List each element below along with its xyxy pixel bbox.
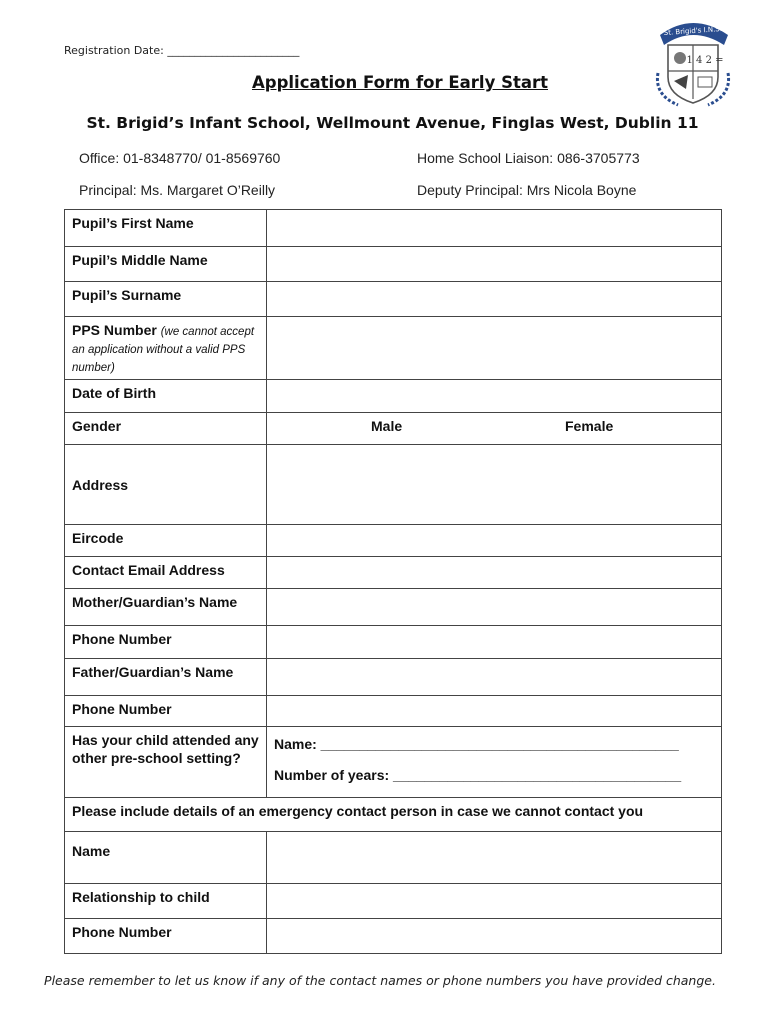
svg-text:St. Brigid's I.N.S.: St. Brigid's I.N.S. — [663, 24, 723, 38]
table-row — [65, 282, 722, 317]
footer-note: Please remember to let us know if any of the contact names or phone numbers you have provided change. — [44, 973, 716, 988]
address-label: Address — [65, 445, 267, 525]
surname-label: Pupil’s Surname — [65, 282, 267, 317]
preschool-years-field[interactable]: Number of years: _____________________________________ — [274, 767, 682, 783]
page-title: Application Form for Early Start — [251, 73, 549, 92]
preschool-label: Has your child attended any other pre-school setting? — [65, 727, 267, 798]
first-name-label: Pupil’s First Name — [65, 210, 267, 247]
emergency-heading: Please include details of an emergency contact person in case we cannot contact you — [65, 798, 722, 832]
father-phone-field[interactable] — [267, 696, 722, 727]
middle-name-field[interactable] — [267, 247, 722, 282]
gender-label: Gender — [65, 413, 267, 445]
table-row — [65, 696, 722, 727]
table-row — [65, 589, 722, 626]
email-field[interactable] — [267, 557, 722, 589]
table-row — [65, 525, 722, 557]
email-label: Contact Email Address — [65, 557, 267, 589]
middle-name-label: Pupil’s Middle Name — [65, 247, 267, 282]
principal-name: Principal: Ms. Margaret O’Reilly — [79, 182, 276, 198]
table-row — [65, 659, 722, 696]
table-row — [65, 884, 722, 919]
pps-label: PPS Number — [72, 322, 157, 338]
emergency-name-label: Name — [65, 832, 267, 884]
table-row — [65, 380, 722, 413]
first-name-field[interactable] — [267, 210, 722, 247]
relationship-label: Relationship to child — [65, 884, 267, 919]
address-field[interactable] — [267, 445, 722, 525]
registration-date: Registration Date: ________________________ — [64, 44, 300, 57]
gender-female-option[interactable]: Female — [565, 418, 614, 434]
mother-name-field[interactable] — [267, 589, 722, 626]
dob-field[interactable] — [267, 380, 722, 413]
mother-name-label: Mother/Guardian’s Name — [65, 589, 267, 626]
gender-field[interactable] — [267, 413, 722, 445]
school-address: St. Brigid’s Infant School, Wellmount Avenue, Finglas West, Dublin 11 — [86, 114, 699, 132]
preschool-name-field[interactable]: Name: ______________________________________________ — [274, 736, 679, 752]
table-row — [65, 445, 722, 525]
pps-field[interactable] — [267, 317, 722, 380]
table-row — [65, 832, 722, 884]
table-row — [65, 626, 722, 659]
preschool-details — [267, 727, 722, 798]
emergency-name-field[interactable] — [267, 832, 722, 884]
table-row — [65, 798, 722, 832]
father-phone-label: Phone Number — [65, 696, 267, 727]
emergency-phone-label: Phone Number — [65, 919, 267, 954]
surname-field[interactable] — [267, 282, 722, 317]
table-row — [65, 413, 722, 445]
dob-label: Date of Birth — [65, 380, 267, 413]
table-row — [65, 919, 722, 954]
gender-male-option[interactable]: Male — [371, 418, 403, 434]
pps-label-cell — [65, 317, 267, 380]
relationship-field[interactable] — [267, 884, 722, 919]
application-form-table — [64, 209, 722, 954]
school-crest-logo — [652, 15, 734, 110]
table-row — [65, 210, 722, 247]
office-phone: Office: 01-8348770/ 01-8569760 — [79, 150, 281, 166]
table-row — [65, 557, 722, 589]
father-name-label: Father/Guardian’s Name — [65, 659, 267, 696]
pps-note: (we cannot accept an application without a valid PPS number) — [72, 326, 255, 374]
eircode-label: Eircode — [65, 525, 267, 557]
eircode-field[interactable] — [267, 525, 722, 557]
table-row — [65, 727, 722, 798]
mother-phone-label: Phone Number — [65, 626, 267, 659]
emergency-phone-field[interactable] — [267, 919, 722, 954]
mother-phone-field[interactable] — [267, 626, 722, 659]
liaison-phone: Home School Liaison: 086-3705773 — [417, 150, 640, 166]
deputy-principal-name: Deputy Principal: Mrs Nicola Boyne — [417, 182, 637, 198]
father-name-field[interactable] — [267, 659, 722, 696]
table-row — [65, 247, 722, 282]
svg-text:1 4 2 =: 1 4 2 = — [686, 55, 724, 66]
table-row — [65, 317, 722, 380]
